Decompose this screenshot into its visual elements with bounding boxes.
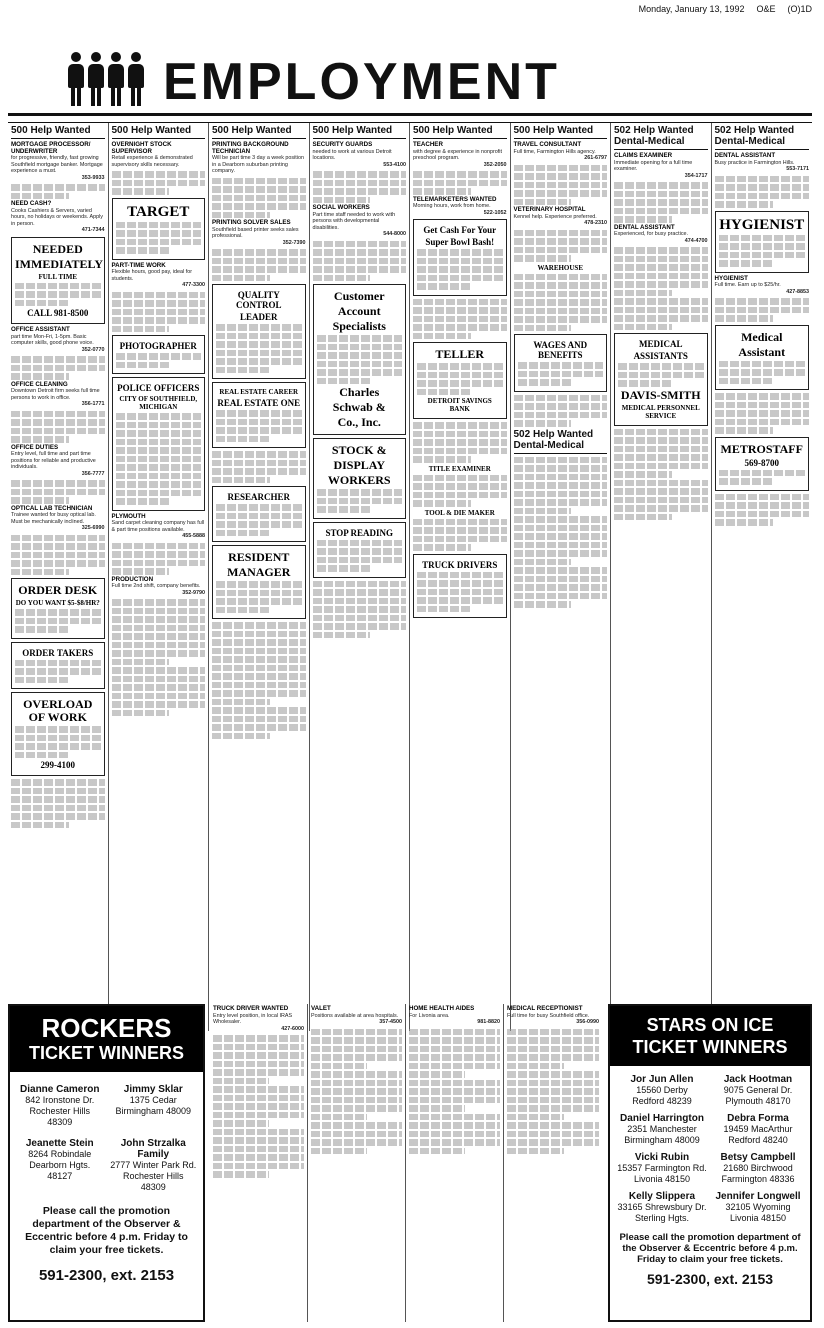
display-ad-metrostaff: METROSTAFF 569-8700 xyxy=(715,437,810,491)
column-heading: 500 Help Wanted xyxy=(313,125,407,139)
display-ad-stock-display: STOCK & DISPLAY WORKERS xyxy=(313,438,407,519)
promo-banner: STARS ON ICE TICKET WINNERS xyxy=(610,1006,810,1066)
column-heading: 500 Help Wanted xyxy=(212,125,306,139)
classified-ad: VALET Positions available at area hospitals. 357-4500 xyxy=(311,1005,402,1025)
employment-masthead xyxy=(8,16,812,116)
classified-column xyxy=(511,123,612,1031)
classified-ad: OFFICE CLEANING Downtown Detroit firm seeks full time persons to work in office. 356-1771 xyxy=(11,380,105,407)
column-heading: 500 Help Wanted xyxy=(413,125,507,139)
folio-line xyxy=(8,4,812,16)
section-page: (O)1D xyxy=(787,4,812,14)
stars-on-ice-winners-box xyxy=(608,1004,812,1322)
winner-entry: John Strzalka Family 2777 Winter Park Rd. Rochester Hills 48309 xyxy=(110,1138,197,1192)
claim-instructions: Please call the promotion department of the Observer & Eccentric before 4 p.m. Friday to claim your free tickets. xyxy=(619,1232,801,1265)
classified-ad: VETERINARY HOSPITAL Kennel help. Experience preferred. 478-2310 xyxy=(513,206,607,226)
classified-ad: CLAIMS EXAMINER Immediate opening for a full time examiner. 354-1717 xyxy=(614,152,708,179)
classified-ad: OFFICE ASSISTANT part time Mon-Fri, 1-5pm. Basic computer skills, good phone voice. 352-0770 xyxy=(11,326,105,353)
classified-ad: HYGIENIST Full time. Earn up to $25/hr. 427-8853 xyxy=(714,274,809,295)
column-heading: 502 Help Wanted Dental-Medical xyxy=(715,125,810,150)
classified-ad: TRUCK DRIVER WANTED Entry level position, in local IRAS Wholesaler. 427-6000 xyxy=(213,1005,304,1032)
classified-ad: PLYMOUTH Sand carpet cleaning company has full & part time positions available. 455-5888 xyxy=(111,512,205,539)
display-ad-needed: NEEDED IMMEDIATELY FULL TIME CALL 981-8500 xyxy=(11,237,105,325)
classified-column xyxy=(406,1004,504,1322)
display-ad-truck-drivers: TRUCK DRIVERS xyxy=(413,554,507,619)
classified-ad: TELEMARKETERS WANTED Morning hours, work from home. 522-1052 xyxy=(413,195,507,216)
classified-column xyxy=(210,1004,308,1322)
section-title: EMPLOYMENT xyxy=(163,53,560,111)
classified-column xyxy=(8,123,109,1031)
winner-entry: Jor Jun Allen 15560 Derby Redford 48239 xyxy=(630,1074,694,1106)
winner-entry: Daniel Harrington 2351 Manchester Birmingham 48009 xyxy=(620,1113,704,1145)
winner-entry: Betsy Campbell 21680 Birchwood Farmington 48336 xyxy=(720,1152,796,1184)
display-ad-order-desk: ORDER DESK DO YOU WANT $5-$8/HR? xyxy=(11,578,105,639)
display-ad-title-examiner: TITLE EXAMINER xyxy=(428,464,491,473)
column-heading: 500 Help Wanted xyxy=(112,125,206,139)
winner-entry: Vicki Rubin 15357 Farmington Rd. Livonia 48150 xyxy=(617,1152,707,1184)
display-ad-customer-account: Customer Account Specialists Charles Schwab & Co., Inc. xyxy=(313,284,407,435)
classified-ad: MEDICAL RECEPTIONIST Full time for busy Southfield office. 356-0990 xyxy=(507,1005,599,1025)
display-ad-teller: TELLER DETROIT SAVINGS BANK xyxy=(413,342,507,419)
classified-column xyxy=(712,123,813,1031)
display-ad-resident-manager: RESIDENT MANAGER xyxy=(212,545,306,619)
rockers-winners-box xyxy=(8,1004,205,1322)
issue-date: Monday, January 13, 1992 xyxy=(638,4,745,14)
display-ad-overload: OVERLOAD OF WORK 299-4100 xyxy=(11,692,105,776)
winner-entry: Dianne Cameron 842 Ironstone Dr. Rochester Hills 48309 xyxy=(20,1084,100,1127)
display-ad-hygienist: HYGIENIST xyxy=(715,211,810,273)
display-ad-researcher: RESEARCHER xyxy=(212,486,306,542)
classified-ad: TRAVEL CONSULTANT Full time, Farmington Hills agency. 261-6797 xyxy=(513,141,607,161)
classified-ad: DENTAL ASSISTANT Experienced, for busy practice. 474-4700 xyxy=(614,223,708,244)
sub-heading: 502 Help Wanted Dental-Medical xyxy=(514,429,608,454)
paper-name: O&E xyxy=(756,4,776,14)
display-ad-stop-reading: STOP READING xyxy=(313,522,407,578)
classified-column xyxy=(209,123,310,1031)
classified-ad: OVERNIGHT STOCK SUPERVISOR Retail experience & demonstrated supervisory skills necessary. xyxy=(111,141,193,168)
promo-phone: 591-2300, ext. 2153 xyxy=(646,1271,774,1287)
display-ad-quality-control: QUALITY CONTROL LEADER xyxy=(212,284,306,379)
display-ad-medical-assistant: Medical Assistant xyxy=(715,325,810,391)
display-ad-medical-assistants: MEDICAL ASSISTANTS DAVIS-SMITH MEDICAL PERSONNEL SERVICE xyxy=(614,333,708,426)
classified-ad: OPTICAL LAB TECHNICIAN Trainee wanted for busy optical lab. Must be mechanically inclined. 325-6990 xyxy=(11,504,105,531)
winner-entry: Kelly Slippera 33165 Shrewsbury Dr. Sterling Hgts. xyxy=(617,1191,707,1223)
display-ad-tool-die: TOOL & DIE MAKER xyxy=(424,508,495,517)
display-ad-warehouse: WAREHOUSE xyxy=(537,263,583,272)
classified-column xyxy=(611,123,712,1031)
column-heading: 502 Help Wanted Dental-Medical xyxy=(614,125,708,150)
winners-list xyxy=(610,1066,810,1230)
classified-ad: DENTAL ASSISTANT Busy practice in Farmington Hills. 553-7171 xyxy=(714,152,809,172)
classified-ad: PART-TIME WORK Flexible hours, good pay, ideal for students. 477-3300 xyxy=(111,261,205,288)
winners-list xyxy=(10,1072,203,1199)
promo-phone: 591-2300, ext. 2153 xyxy=(38,1267,175,1284)
classified-column xyxy=(504,1004,602,1322)
lower-classifieds xyxy=(210,1004,602,1322)
classified-ad: SECURITY GUARDS needed to work at various Detroit locations. 553-4100 xyxy=(312,141,406,168)
column-heading: 500 Help Wanted xyxy=(11,125,105,139)
display-ad-order-takers: ORDER TAKERS xyxy=(11,642,105,690)
display-ad-photographer: PHOTOGRAPHER xyxy=(112,335,206,374)
classified-ad: MORTGAGE PROCESSOR/ UNDERWRITER for progressive, friendly, fast growing Southfield mortgage banker. Mortgage experience a must. 353-9933 xyxy=(11,141,105,181)
display-ad-police: POLICE OFFICERS CITY OF SOUTHFIELD, MICHIGAN xyxy=(112,377,206,511)
classified-column xyxy=(410,123,511,1031)
winner-entry: Jack Hootman 9075 General Dr. Plymouth 48170 xyxy=(723,1074,793,1106)
promo-banner: ROCKERS TICKET WINNERS xyxy=(10,1006,203,1072)
display-ad-super-bowl: Get Cash For Your Super Bowl Bash! xyxy=(413,219,507,296)
display-ad-real-estate: REAL ESTATE CAREER REAL ESTATE ONE xyxy=(212,382,306,448)
classified-column xyxy=(308,1004,406,1322)
classified-ad: NEED CASH? Cooks Cashiers & Servers, varied hours, no holidays or weekends. Apply in person. 471-7344 xyxy=(11,200,105,233)
winner-entry: Jimmy Sklar 1375 Cedar Birmingham 48009 xyxy=(115,1084,192,1116)
classifieds-grid xyxy=(8,122,812,1030)
classified-column xyxy=(310,123,411,1031)
classified-ad: SOCIAL WORKERS Part time staff needed to work with persons with developmental disabilities. 544-8000 xyxy=(312,204,406,237)
classified-ad: PRINTING BACKGROUND TECHNICIAN Will be part time 3 day a week position in a Dearborn suburban printing company. xyxy=(212,141,304,174)
display-ad-target: TARGET xyxy=(112,198,206,260)
winner-entry: Jeanette Stein 8264 Robindale Dearborn Hgts. 48127 xyxy=(25,1138,94,1181)
classified-ad: TEACHER with degree & experience in nonprofit preschool program. 352-2050 xyxy=(413,141,507,168)
classified-ad: HOME HEALTH AIDES For Livonia area. 981-8820 xyxy=(409,1005,500,1025)
winner-entry: Debra Forma 19459 MacArthur Redford 48240 xyxy=(723,1113,793,1145)
claim-instructions: Please call the promotion department of the Observer & Eccentric before 4 p.m. Friday to claim your free tickets. xyxy=(25,1205,188,1256)
display-ad-wages: WAGES AND BENEFITS xyxy=(514,334,608,392)
column-heading: 500 Help Wanted xyxy=(514,125,608,139)
classified-column xyxy=(109,123,210,1031)
winner-entry: Jennifer Longwell 32105 Wyoming Livonia 48150 xyxy=(715,1191,801,1223)
people-logo-icon xyxy=(66,52,146,106)
classified-ad: PRINTING SOLVER SALES Southfield based printer seeks sales professional. 352-7390 xyxy=(212,219,306,246)
classified-ad: OFFICE DUTIES Entry level, full time and part time positions for reliable and productive individuals. 356-7777 xyxy=(11,443,105,477)
classified-ad: PRODUCTION Full time 2nd shift, company benefits. 352-9790 xyxy=(111,575,205,596)
